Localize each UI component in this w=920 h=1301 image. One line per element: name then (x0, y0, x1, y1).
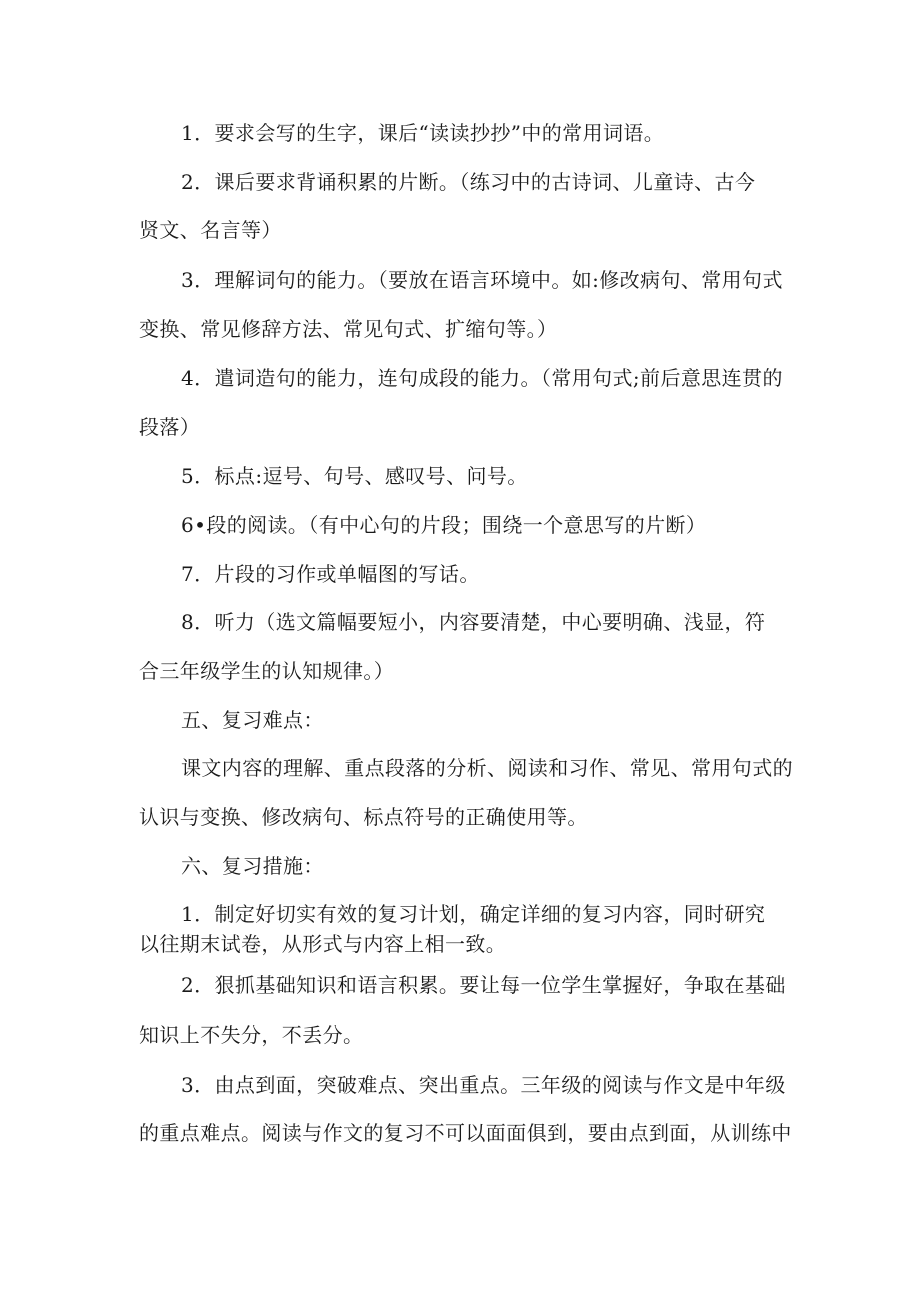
measure-3-line-2: 的重点难点。阅读与作文的复习不可以面面俱到，要由点到面，从训练中 (139, 1121, 792, 1145)
difficulties-line-1: 课文内容的理解、重点段落的分析、阅读和习作、常见、常用句式的 (181, 756, 793, 780)
item-7-line: 7．片段的习作或单幅图的写话。 (181, 562, 480, 586)
item-6-line: 6•段的阅读。（有中心句的片段；围绕一个意思写的片断） (181, 513, 707, 537)
measure-1-line-2: 以往期末试卷，从形式与内容上相一致。 (139, 932, 507, 956)
section-heading-measures: 六、复习措施： (181, 854, 324, 878)
item-5-line: 5．标点:逗号、句号、感叹号、问号。 (181, 464, 528, 488)
item-8-line-2: 合三年级学生的认知规律。） (139, 659, 395, 683)
item-4-line-2: 段落） (139, 415, 201, 439)
measure-2-line-1: 2．狠抓基础知识和语言积累。要让每一位学生掌握好，争取在基础 (181, 973, 786, 997)
item-2-line-1: 2．课后要求背诵积累的片断。（练习中的古诗词、儿童诗、古今 (181, 170, 756, 194)
item-1-line: 1．要求会写的生字，课后“读读抄抄”中的常用词语。 (181, 121, 665, 145)
measure-3-line-1: 3．由点到面，突破难点、突出重点。三年级的阅读与作文是中年级 (181, 1073, 786, 1097)
item-2-line-2: 贤文、名言等） (139, 218, 282, 242)
difficulties-line-2: 认识与变换、修改病句、标点符号的正确使用等。 (139, 805, 588, 829)
item-4-line-1: 4．遣词造句的能力，连句成段的能力。（常用句式;前后意思连贯的 (181, 366, 783, 390)
section-heading-difficulties: 五、复习难点： (181, 708, 324, 732)
measure-2-line-2: 知识上不失分，不丢分。 (139, 1023, 364, 1047)
item-3-line-1: 3．理解词句的能力。（要放在语言环境中。如:修改病句、常用句式 (181, 268, 783, 292)
item-3-line-2: 变换、常见修辞方法、常见句式、扩缩句等。） (139, 317, 558, 341)
item-8-line-1: 8．听力（选文篇幅要短小，内容要清楚，中心要明确、浅显，符 (181, 610, 766, 634)
measure-1-line-1: 1．制定好切实有效的复习计划，确定详细的复习内容，同时研究 (181, 902, 766, 926)
